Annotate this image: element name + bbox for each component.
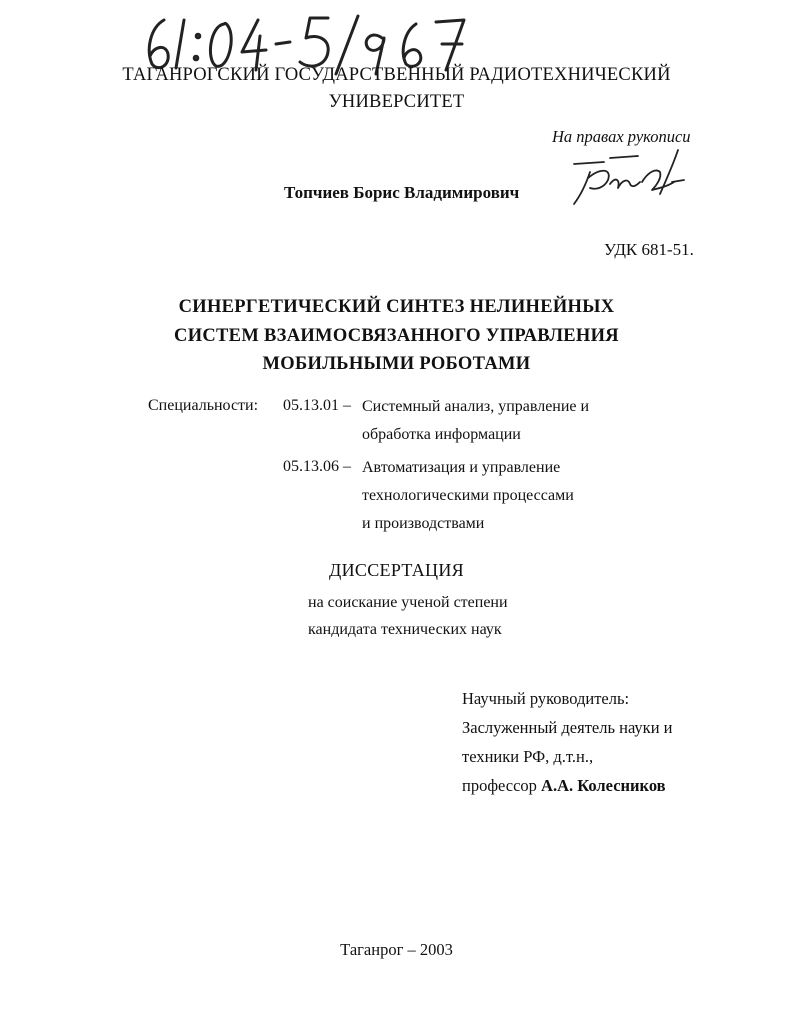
- supervisor-line-4: [462, 771, 672, 800]
- supervisor-line-3: техники РФ, д.т.н.,: [462, 747, 594, 766]
- degree-line-2: кандидата технических наук: [308, 621, 502, 638]
- title-line-2: СИСТЕМ ВЗАИМОСВЯЗАННОГО УПРАВЛЕНИЯ: [174, 325, 619, 346]
- specialty-code: [283, 397, 351, 415]
- dissertation-heading: ДИССЕРТАЦИЯ: [329, 560, 464, 580]
- signature: [560, 138, 710, 213]
- dissertation-title: [0, 293, 793, 379]
- specialty-dash: –: [343, 458, 351, 475]
- specialty-code: [283, 458, 351, 476]
- dissertation-degree: [308, 589, 508, 643]
- signature-drawing: [560, 138, 710, 213]
- author-name: Топчиев Борис Владимирович: [284, 183, 520, 202]
- city-year: Таганрог – 2003: [340, 940, 453, 959]
- university-line-1: ТАГАНРОГСКИЙ ГОСУДАРСТВЕННЫЙ РАДИОТЕХНИЧЕСКИЙ: [122, 65, 671, 85]
- degree-line-1: на соискание ученой степени: [308, 594, 508, 611]
- specialty-description: [362, 454, 662, 538]
- specialty-code-value: 05.13.01: [283, 397, 339, 414]
- specialty-dash: –: [343, 397, 351, 414]
- supervisor-block: [462, 684, 672, 800]
- university-line-2: УНИВЕРСИТЕТ: [328, 92, 465, 112]
- specialty-desc-line: и производствами: [362, 515, 485, 532]
- supervisor-name: А.А. Колесников: [541, 776, 666, 795]
- rights-note: На правах рукописи: [552, 127, 691, 146]
- title-line-3: МОБИЛЬНЫМИ РОБОТАМИ: [262, 354, 531, 374]
- specialty-desc-line: Системный анализ, управление и: [362, 398, 590, 415]
- specialty-desc-line: обработка информации: [362, 426, 521, 443]
- specialties-label: Специальности:: [148, 397, 259, 414]
- university-name: [0, 62, 793, 116]
- specialty-description: [362, 393, 662, 449]
- udk-code: УДК 681-51.: [604, 240, 694, 259]
- specialty-desc-line: Автоматизация и управление: [362, 459, 561, 476]
- specialty-code-value: 05.13.06: [283, 458, 339, 475]
- supervisor-line-1: Научный руководитель:: [462, 689, 630, 708]
- specialty-desc-line: технологическими процессами: [362, 487, 574, 504]
- title-line-1: СИНЕРГЕТИЧЕСКИЙ СИНТЕЗ НЕЛИНЕЙНЫХ: [178, 297, 615, 317]
- supervisor-title: профессор: [462, 776, 537, 795]
- supervisor-line-2: Заслуженный деятель науки и: [462, 718, 673, 737]
